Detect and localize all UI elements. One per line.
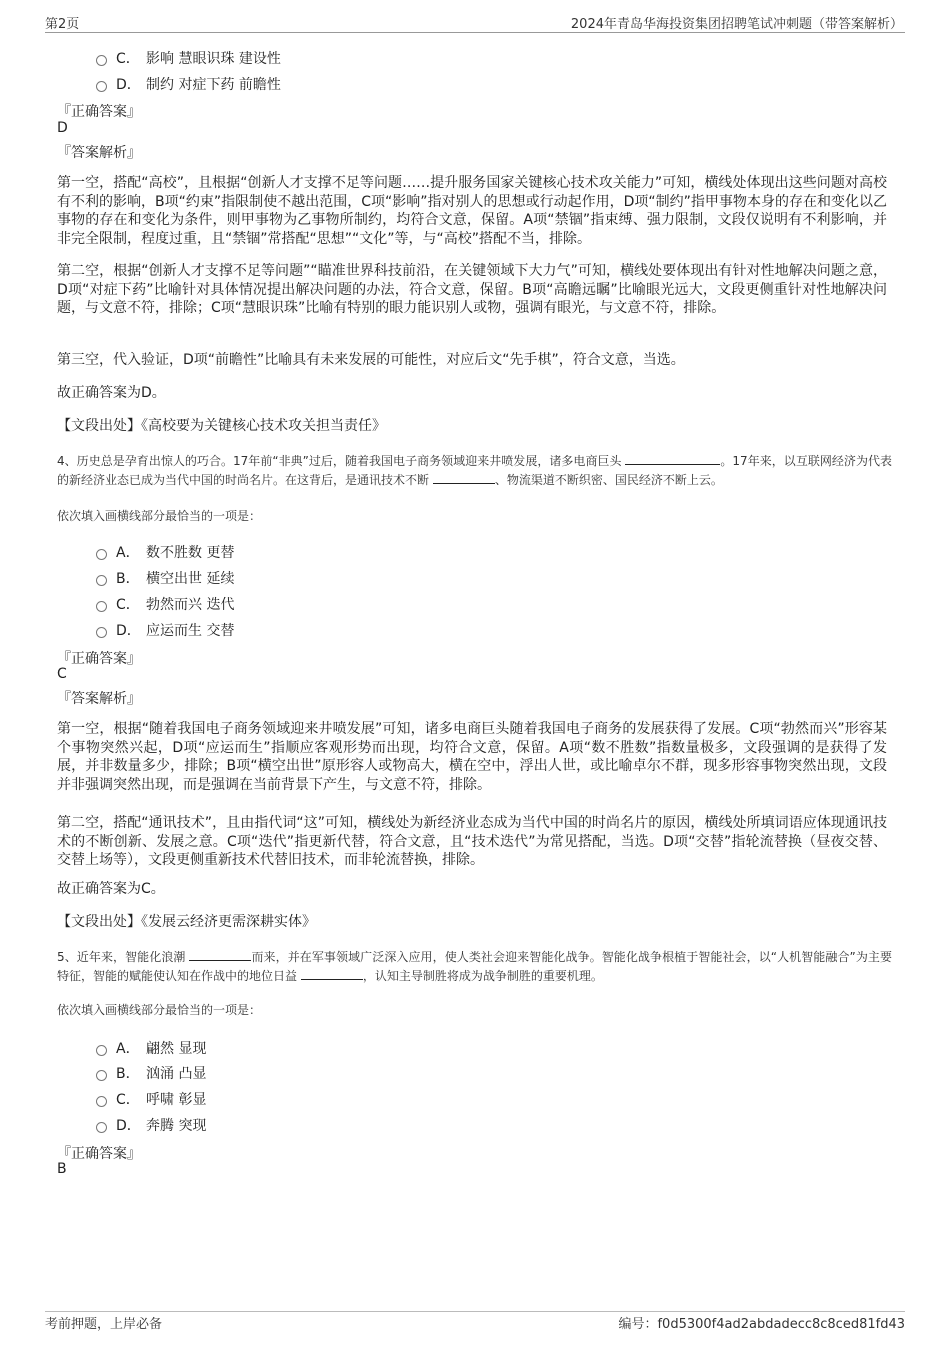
q3-option-d[interactable] [96, 74, 281, 94]
analysis-paragraph: 第一空，搭配“高校”，且根据“创新人才支撑不足等问题……提升服务国家关键核心技术攻关能力”可知，横线处体现出这些问题对高校有不利的影响，B项“约束”指限制使不越出范围，C项“影响”指对别人的思想或行动起作用，D项“制约”指甲事物本身的存在和变化以乙事物的存在和变化为条件，则甲事物为乙事物所制约，均符合文意，保留。A项“禁锢”指束缚、强力限制，文段仅说明有不利影响，并非完全限制，程度过重，且“禁锢”常搭配“思想”“文化”等，与“高校”搭配不当，排除。 [57, 175, 887, 247]
option-text: 横空出世 延续 [146, 571, 235, 587]
option-letter: D． [116, 623, 141, 639]
option-letter: C． [116, 1092, 140, 1108]
stem-text: 。17年来，以互联网经济为代表的新经济业态已成为当代中国的时尚名片。在这背后，是通讯技术不断 [57, 454, 892, 487]
radio-icon[interactable] [96, 55, 107, 66]
q4-option-c[interactable] [96, 594, 234, 614]
blank-1 [189, 948, 251, 961]
option-letter: B． [116, 571, 140, 587]
stem-text: 4、历史总是孕育出惊人的巧合。17年前“非典”过后，随着我国电子商务领域迎来井喷发展，诸多电商巨头 [57, 454, 622, 468]
option-text: 数不胜数 更替 [146, 545, 235, 561]
stem-text: 而来，并在军事领域广泛深入应用，使人类社会迎来智能化战争。智能化战争根植于智能社会，以“人机智能融合”为主要特征，智能的赋能使认知在作战中的地位日益 [57, 950, 892, 983]
analysis-conclusion: 故正确答案为C。 [57, 881, 165, 897]
footer-divider [45, 1311, 905, 1312]
q4-option-b[interactable] [96, 568, 234, 588]
radio-icon[interactable] [96, 1045, 107, 1056]
q5-option-b[interactable] [96, 1063, 206, 1083]
radio-icon[interactable] [96, 549, 107, 560]
option-text: 汹涌 凸显 [146, 1066, 207, 1082]
q5-option-a[interactable] [96, 1038, 206, 1058]
q5-option-d[interactable] [96, 1115, 206, 1135]
option-letter: D． [116, 1118, 141, 1134]
option-text: 呼啸 彰显 [146, 1092, 207, 1108]
option-letter: D． [116, 77, 141, 93]
radio-icon[interactable] [96, 81, 107, 92]
source-line [57, 913, 887, 932]
q5-option-c[interactable] [96, 1089, 206, 1109]
page-number: 第2页 [45, 17, 80, 32]
radio-icon[interactable] [96, 601, 107, 612]
analysis-paragraph: 第二空，搭配“通讯技术”，且由指代词“这”可知，横线处为新经济业态成为当代中国的时尚名片的原因，横线处所填词语应体现通讯技术的不断创新、发展之意。C项“迭代”指更新代替，符合文意，且“技术迭代”为常见搭配，当选。D项“交替”指轮流替换（昼夜交替、交替上场等），文段更侧重新技术代替旧技术，而非轮流替换，排除。 [57, 815, 887, 869]
answer-value: B [57, 1161, 67, 1177]
answer-label: 『正确答案』 [57, 104, 141, 120]
radio-icon[interactable] [96, 1122, 107, 1133]
source-line [57, 417, 887, 436]
blank-1 [625, 452, 720, 465]
answer-value: C [57, 666, 67, 682]
header-divider [45, 32, 905, 33]
option-letter: C． [116, 51, 140, 67]
option-text: 奔腾 突现 [146, 1118, 207, 1134]
question-5-instruction: 依次填入画横线部分最恰当的一项是： [57, 1003, 262, 1017]
source-title: 《发展云经济更需深耕实体》 [141, 914, 316, 930]
option-letter: B． [116, 1066, 140, 1082]
blank-2 [433, 471, 495, 484]
analysis-paragraph: 第三空，代入验证，D项“前瞻性”比喻具有未来发展的可能性，对应后文“先手棋”，符合文意，当选。 [57, 352, 685, 368]
answer-value: D [57, 120, 68, 136]
question-4-instruction: 依次填入画横线部分最恰当的一项是： [57, 509, 262, 523]
source-title: 《高校要为关键核心技术攻关担当责任》 [141, 418, 386, 434]
option-text: 制约 对症下药 前瞻性 [146, 77, 281, 93]
q4-option-d[interactable] [96, 620, 234, 640]
footer-slogan: 考前押题，上岸必备 [45, 1317, 163, 1332]
question-5-stem [57, 948, 892, 986]
q4-option-a[interactable] [96, 542, 234, 562]
option-text: 影响 慧眼识珠 建设性 [146, 51, 281, 67]
analysis-paragraph: 第一空，根据“随着我国电子商务领域迎来井喷发展”可知，诸多电商巨头随着我国电子商务的发展获得了发展。C项“勃然而兴”形容某个事物突然兴起，D项“应运而生”指顺应客观形势而出现，均符合文意，保留。A项“数不胜数”指数量极多，文段强调的是获得了发展，并非数量多少，排除；B项“横空出世”原形容人或物高大，横在空中，浮出人世，或比喻卓尔不群，现多形容事物突然出现，文段并非强调突然出现，而是强调在当前背景下产生，与文意不符，排除。 [57, 721, 887, 793]
q3-option-c[interactable] [96, 48, 281, 68]
stem-text: 、物流渠道不断织密、国民经济不断上云。 [494, 473, 723, 487]
blank-2 [301, 967, 363, 980]
stem-text: ，认知主导制胜将成为战争制胜的重要机理。 [362, 969, 603, 983]
document-id: 编号：f0d5300f4ad2abdadecc8c8ced81fd43 [618, 1317, 905, 1332]
radio-icon[interactable] [96, 627, 107, 638]
option-text: 勃然而兴 迭代 [146, 597, 235, 613]
answer-label: 『正确答案』 [57, 651, 141, 667]
analysis-conclusion: 故正确答案为D。 [57, 385, 166, 401]
stem-text: 5、近年来，智能化浪潮 [57, 950, 186, 964]
analysis-paragraph: 第二空，根据“创新人才支撑不足等问题”“瞄准世界科技前沿，在关键领域下大力气”可知，横线处要体现出有针对性地解决问题之意，D项“对症下药”比喻针对具体情况提出解决问题的办法，符合文意，保留。B项“高瞻远瞩”比喻眼光远大，文段更侧重针对性地解决问题，与文意不符，排除；C项“慧眼识珠”比喻有特别的眼力能识别人或物，强调有眼光，与文意不符，排除。 [57, 263, 887, 317]
radio-icon[interactable] [96, 575, 107, 586]
document-title: 2024年青岛华海投资集团招聘笔试冲刺题（带答案解析） [570, 17, 903, 32]
option-text: 翩然 显现 [146, 1041, 207, 1057]
analysis-label: 『答案解析』 [57, 145, 141, 161]
answer-label: 『正确答案』 [57, 1146, 141, 1162]
radio-icon[interactable] [96, 1070, 107, 1081]
source-label: 【文段出处】 [57, 418, 141, 434]
option-letter: C． [116, 597, 140, 613]
analysis-label: 『答案解析』 [57, 691, 141, 707]
radio-icon[interactable] [96, 1096, 107, 1107]
option-letter: A． [116, 1041, 140, 1057]
option-letter: A． [116, 545, 140, 561]
source-label: 【文段出处】 [57, 914, 141, 930]
question-4-stem [57, 452, 892, 490]
option-text: 应运而生 交替 [146, 623, 235, 639]
